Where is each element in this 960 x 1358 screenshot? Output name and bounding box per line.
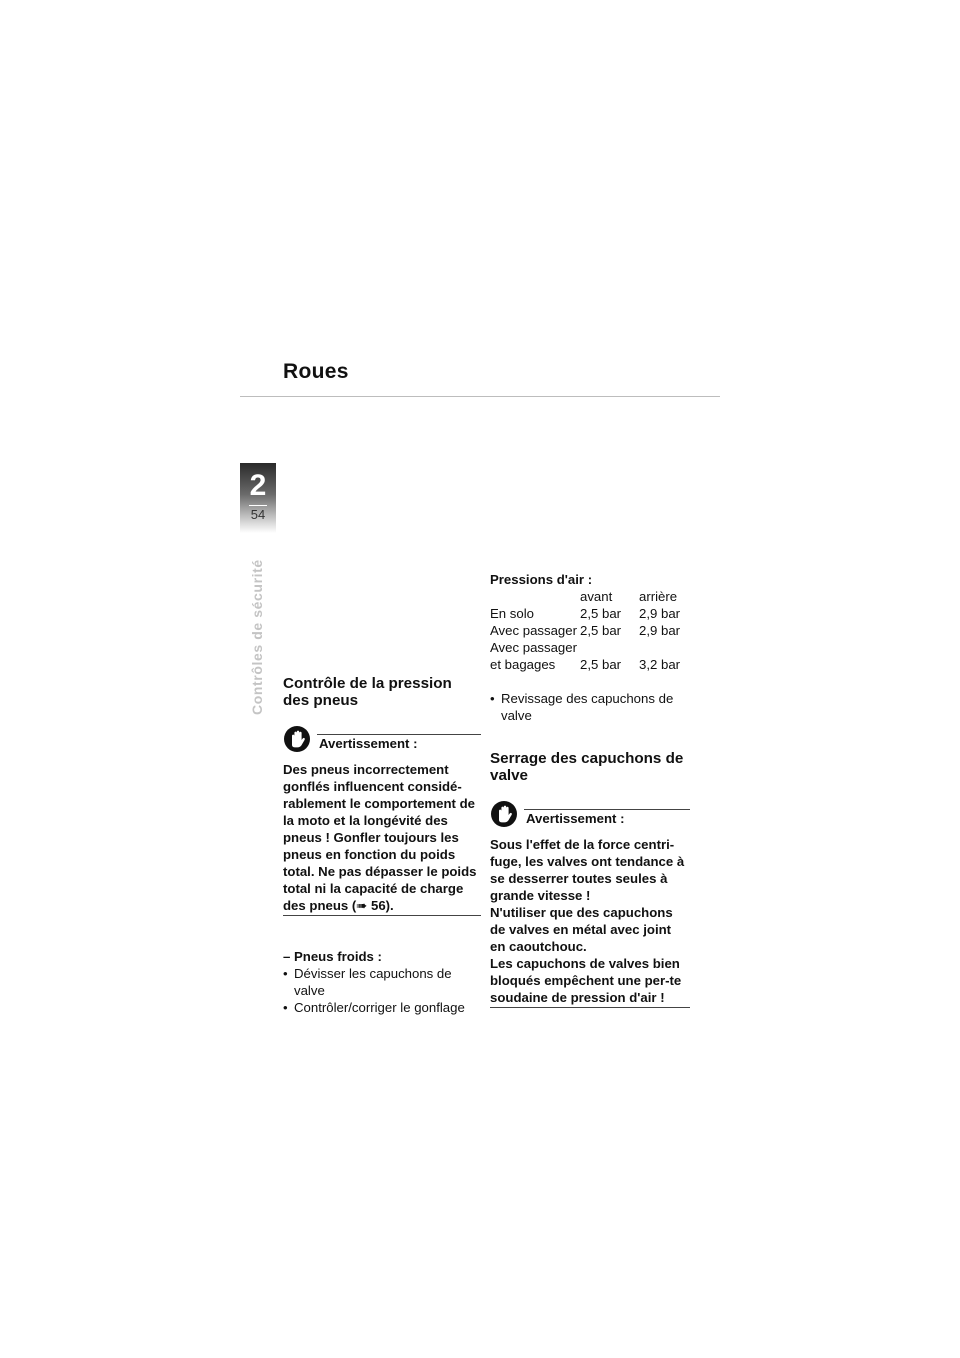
procedure-list: [490, 690, 690, 724]
list-item: • Dévisser les capuchons de valve: [283, 966, 452, 998]
list-item-cold-tires: – Pneus froids :: [283, 949, 382, 964]
warning-title: Avertissement :: [319, 736, 418, 751]
list-item: • Revissage des capuchons de valve: [490, 691, 674, 723]
page-number: 54: [250, 507, 266, 522]
warning-paragraph: Des pneus incorrectement gonflés influencent considé-rablement le comportement de la moto et la longévité des pneus ! Gonfler toujours les pneus en fonction du poids total. Ne pas dépasser le poids total ni la capacité de charge des pneus (➠ 56).: [283, 762, 477, 913]
pressure-table-title: Pressions d'air :: [490, 572, 593, 587]
table-header-row: avant arrière: [580, 589, 678, 604]
chapter-number: 2: [249, 469, 267, 502]
warning-text: [283, 761, 481, 914]
right-column: [490, 571, 690, 1008]
warning-paragraph: N'utiliser que des capuchons de valves en métal avec joint en caoutchouc.: [490, 905, 673, 954]
warning-header: [283, 725, 481, 761]
warning-paragraph: Sous l'effet de la force centri-fuge, les valves ont tendance à se desserrer toutes seules à grande vitesse !: [490, 837, 685, 903]
chapter-divider: [249, 505, 267, 506]
page-title: Roues: [283, 360, 349, 383]
list-item: • Contrôler/corriger le gonflage: [283, 1000, 465, 1015]
pressure-table: [490, 588, 680, 673]
warning-rule-bottom: [490, 1007, 690, 1008]
chapter-tab: [240, 463, 276, 533]
table-row: et bagages 2,5 bar 3,2 bar: [490, 657, 681, 672]
table-row: Avec passager 2,5 bar 2,9 bar: [490, 623, 681, 638]
header-rule: [240, 396, 720, 397]
chapter-side-label: Contrôles de sécurité: [249, 559, 265, 715]
section-heading-valve-caps: Serrage des capuchons de valve: [490, 750, 684, 784]
stop-hand-icon: [490, 800, 518, 828]
table-row: En solo 2,5 bar 2,9 bar: [490, 606, 681, 621]
warning-paragraph: Les capuchons de valves bien bloqués empêchent une per-te soudaine de pression d'air !: [490, 956, 682, 1005]
procedure-list: [283, 965, 481, 1016]
left-column: [283, 675, 481, 1016]
warning-header: [490, 800, 690, 836]
warning-text: [490, 836, 690, 1006]
stop-hand-icon: [283, 725, 311, 753]
warning-title: Avertissement :: [526, 811, 625, 826]
table-row: Avec passager: [490, 640, 577, 655]
section-heading-tire-pressure: Contrôle de la pression des pneus: [283, 675, 452, 709]
